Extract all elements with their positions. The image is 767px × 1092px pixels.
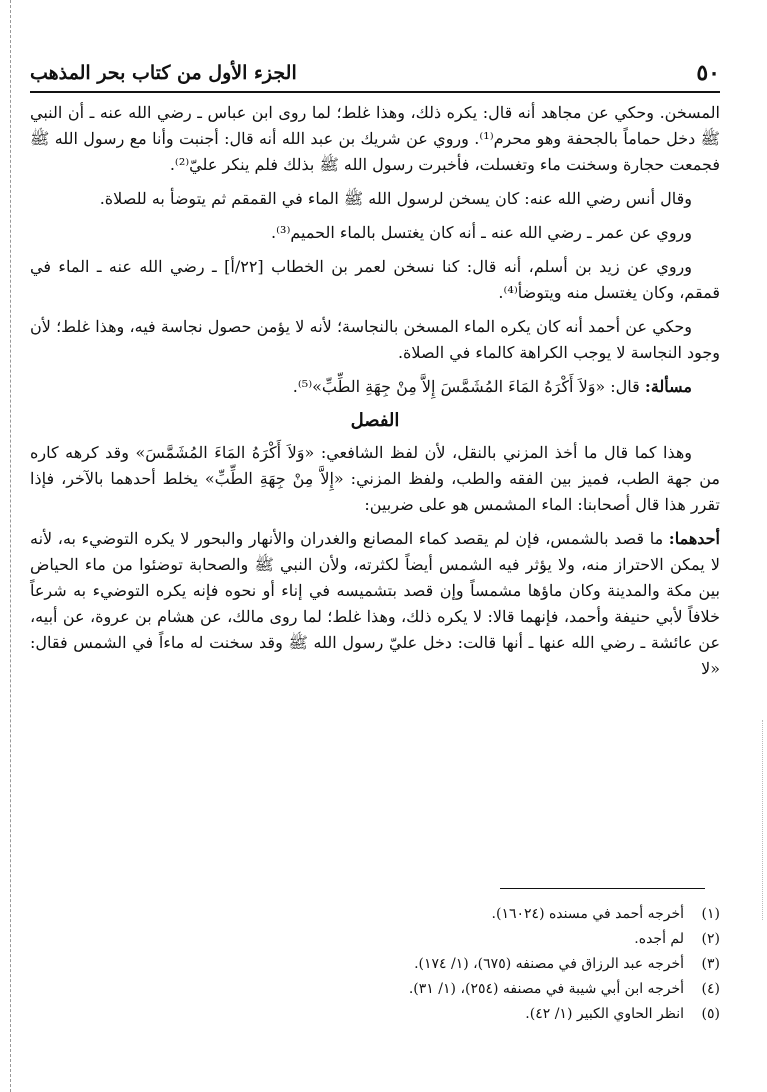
footnote-text: لم أجده.: [634, 931, 684, 947]
paragraph: وروي عن زيد بن أسلم، أنه قال: كنا نسخن لعمر بن الخطاب [٢٢/أ] ـ رضي الله عنه ـ الماء في قمقم، وكان يغتسل منه ويتوضأ⁽⁴⁾.: [30, 257, 720, 302]
paragraph: وحكي عن أحمد أنه كان يكره الماء المسخن بالنجاسة؛ لأنه لا يؤمن حصول نجاسة فيه، وهذا غلط؛ لأن وجود النجاسة لا يوجب الكراهة كالماء في الصلاة.: [30, 317, 720, 362]
paragraph: وروي عن عمر ـ رضي الله عنه ـ أنه كان يغتسل بالماء الحميم⁽³⁾.: [271, 223, 692, 242]
footnote: [30, 927, 720, 952]
footnote-number: (٥): [701, 1006, 720, 1022]
margin-line: [10, 0, 11, 1092]
footnote: [30, 952, 720, 977]
page-number: ٥٠: [696, 60, 720, 86]
masala-label: مسألة:: [644, 377, 692, 396]
paragraph: وقال أنس رضي الله عنه: كان يسخن لرسول الله ﷺ الماء في القمقم ثم يتوضأ به للصلاة.: [99, 189, 692, 208]
right-margin-dots: [762, 720, 763, 920]
masala-paragraph: [30, 374, 720, 400]
first-type-text: ما قصد بالشمس، فإن لم يقصد كماء المصانع والغدران والأنهار والبحور لا يكره التوضيء به، لأنه لا يمكن الاحتراز منه، ولا يؤثر فيه الشمس أيضاً لكثرته، ولأن النبي ﷺ والصحابة توضئوا من ماء الحياض بين مكة والمدينة وكان ماؤها مشمساً وإن قصد بتشميسه في إناء أو نحوه فإنه يكره التوضيء به شرعاً خلافاً لأبي حنيفة وأحمد، فإنهما قالا: لا يكره ذلك، وهذا غلط؛ لما روى مالك، عن هشام بن عروة، عن أبيه، عن عائشة ـ رضي الله عنها ـ أنها قالت: دخل عليّ رسول الله ﷺ وقد سخنت له ماءاً في الشمس فقال: «لا: [30, 529, 720, 678]
footnote-text: أخرجه أحمد في مسنده (١٦٠٢٤).: [491, 906, 684, 922]
footnote-text: أخرجه ابن أبي شيبة في مصنفه (٢٥٤)، (١/ ٣١).: [408, 981, 684, 997]
footnote-rule: [500, 888, 705, 889]
first-type-label: أحدهما:: [668, 529, 720, 548]
footnotes: [30, 902, 720, 1027]
footnote-number: (٤): [701, 981, 720, 997]
footnote: [30, 977, 720, 1002]
paragraph: المسخن. وحكي عن مجاهد أنه قال: يكره ذلك، وهذا غلط؛ لما روى ابن عباس ـ رضي الله عنه ـ أن النبي ﷺ دخل حماماً بالجحفة وهو محرم⁽¹⁾. وروي عن شريك بن عبد الله أنه قال: أجنبت وأنا مع رسول الله ﷺ فجمعت حجارة وسخنت ماء وتغسلت، فأخبرت رسول الله ﷺ بذلك فلم ينكر عليّ⁽²⁾.: [30, 103, 721, 174]
masala-text: قال: «وَلاَ أَكْرَهُ المَاءَ المُشَمَّسَ إِلاَّ مِنْ جِهَةِ الطِّبِّ»⁽⁵⁾.: [292, 377, 640, 396]
section-title: الفصل: [350, 410, 400, 431]
footnote-number: (١): [701, 906, 720, 922]
page-header: [30, 58, 720, 88]
footnote: [30, 1002, 720, 1027]
footnote-number: (٢): [701, 931, 720, 947]
paragraph: وهذا كما قال ما أخذ المزني بالنقل، لأن لفظ الشافعي: «وَلاَ أَكْرَهُ المَاءَ المُشَمَّسَ» وقد كرهه كاره من جهة الطب، فميز بين الفقه والطب، ولفظ المزني: «إِلاَّ مِنْ جِهَةِ الطِّبِّ» يخلط أحدهما بالآخر، فإذا تقرر هذا قال أصحابنا: الماء المشمس هو على ضربين:: [30, 443, 720, 514]
header-rule: [30, 91, 720, 93]
first-type-paragraph: [30, 526, 720, 682]
footnote: [30, 902, 720, 927]
footnote-number: (٣): [701, 956, 720, 972]
footnote-text: انظر الحاوي الكبير (١/ ٤٢).: [525, 1006, 684, 1022]
main-text: [30, 100, 720, 690]
footnote-text: أخرجه عبد الرزاق في مصنفه (٦٧٥)، (١/ ١٧٤).: [414, 956, 684, 972]
running-title: الجزء الأول من كتاب بحر المذهب: [30, 62, 297, 84]
